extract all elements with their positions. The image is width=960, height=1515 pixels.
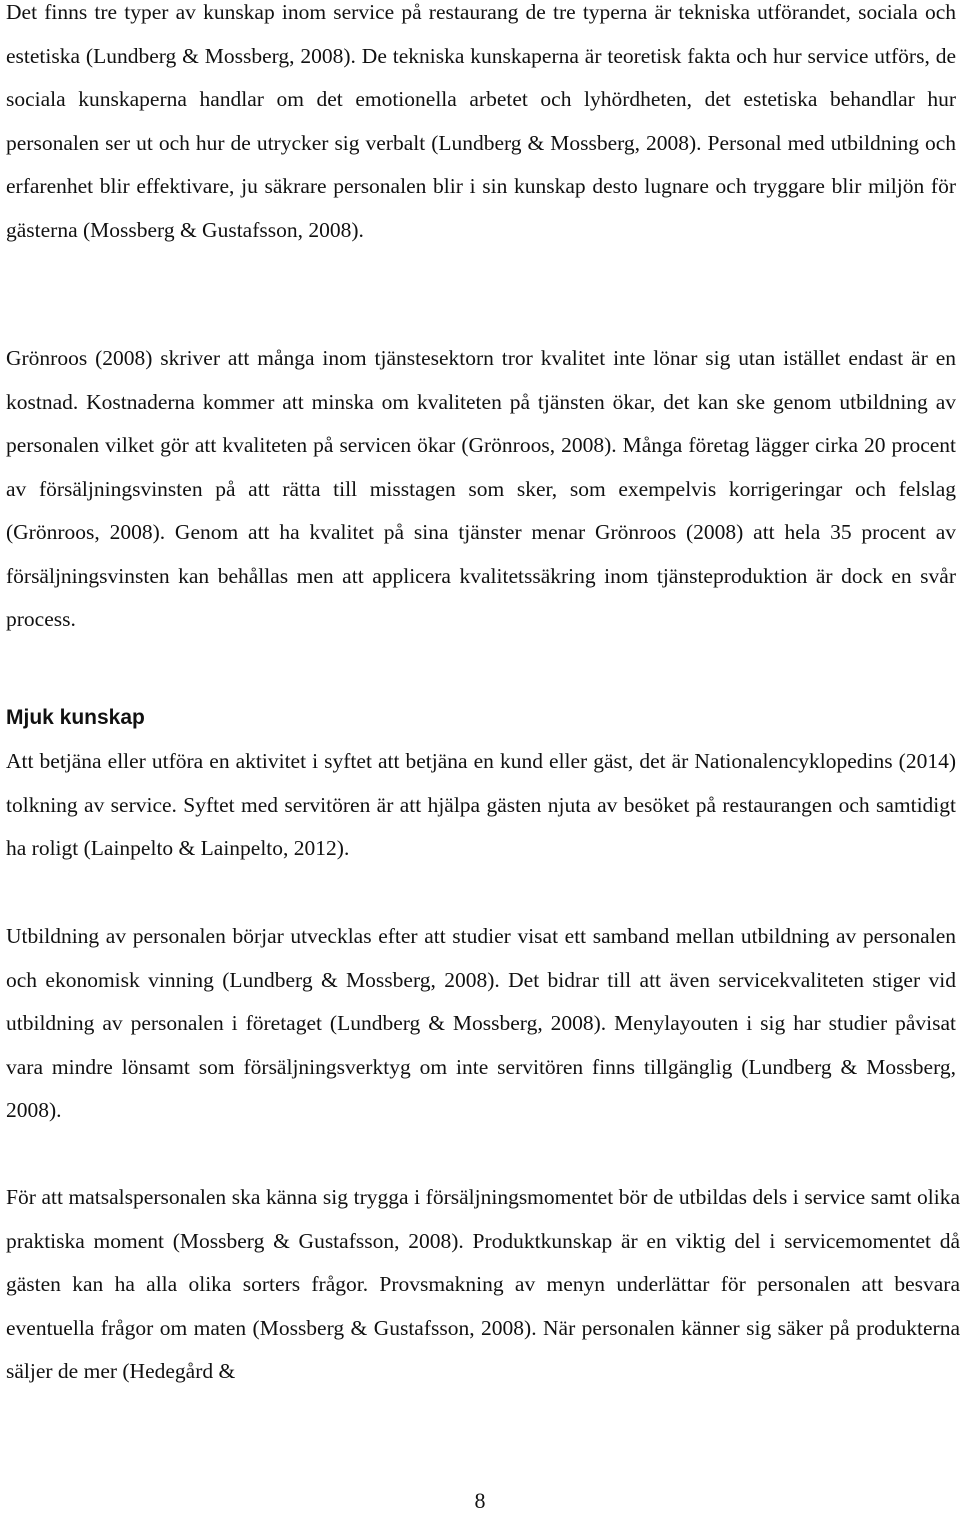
paragraph-3: Att betjäna eller utföra en aktivitet i syftet att betjäna en kund eller gäst, det är Nationalencyklopedins (2014) tolkning av service. Syftet med servitören är att hjälpa gästen njuta av besöket på restaurangen och samtidigt ha roligt (Lainpelto & Lainpelto, 2012). xyxy=(6,749,956,860)
paragraph-2: Grönroos (2008) skriver att många inom tjänstesektorn tror kvalitet inte lönar sig utan istället endast är en kostnad. Kostnaderna kommer att minska om kvaliteten på tjänsten ökar, det kan ske genom utbildning av personalen vilket gör att kvaliteten på servicen ökar (Grönroos, 2008). Många företag lägger cirka 20 procent av försäljningsvinsten på att rätta till misstagen som sker, som exempelvis korrigeringar och felslag (Grönroos, 2008). Genom att ha kvalitet på sina tjänster menar Grönroos (2008) att hela 35 procent av försäljningsvinsten kan behållas men att applicera kvalitetssäkring inom tjänsteproduktion är dock en svår process. xyxy=(6,346,956,631)
section-heading: Mjuk kunskap xyxy=(6,706,145,729)
paragraph-4: Utbildning av personalen börjar utvecklas efter att studier visat ett samband mellan utbildning av personalen och ekonomisk vinning (Lundberg & Mossberg, 2008). Det bidrar till att även servicekvaliteten stiger vid utbildning av personalen i företaget (Lundberg & Mossberg, 2008). Menylayouten i sig har studier påvisat vara mindre lönsamt som försäljningsverktyg om inte servitören finns tillgänglig (Lundberg & Mossberg, 2008). xyxy=(6,924,956,1122)
page-number: 8 xyxy=(474,1488,486,1513)
paragraph-1: Det finns tre typer av kunskap inom service på restaurang de tre typerna är tekniska utförandet, sociala och estetiska (Lundberg & Mossberg, 2008). De tekniska kunskaperna är teoretisk fakta och hur service utförs, de sociala kunskaperna handlar om det emotionella arbetet och lyhördheten, det estetiska behandlar hur personalen ser ut och hur de utrycker sig verbalt (Lundberg & Mossberg, 2008). Personal med utbildning och erfarenhet blir effektivare, ju säkrare personalen blir i sin kunskap desto lugnare och tryggare blir miljön för gästerna (Mossberg & Gustafsson, 2008). xyxy=(6,0,956,242)
paragraph-5: För att matsalspersonalen ska känna sig trygga i försäljningsmomentet bör de utbildas dels i service samt olika praktiska moment (Mossberg & Gustafsson, 2008). Produktkunskap är en viktig del i servicemomentet då gästen kan ha alla olika sorters frågor. Provsmakning av menyn underlättar för personalen att besvara eventuella frågor om maten (Mossberg & Gustafsson, 2008). När personalen känner sig säker på produkterna säljer de mer (Hedegård & xyxy=(6,1185,960,1383)
